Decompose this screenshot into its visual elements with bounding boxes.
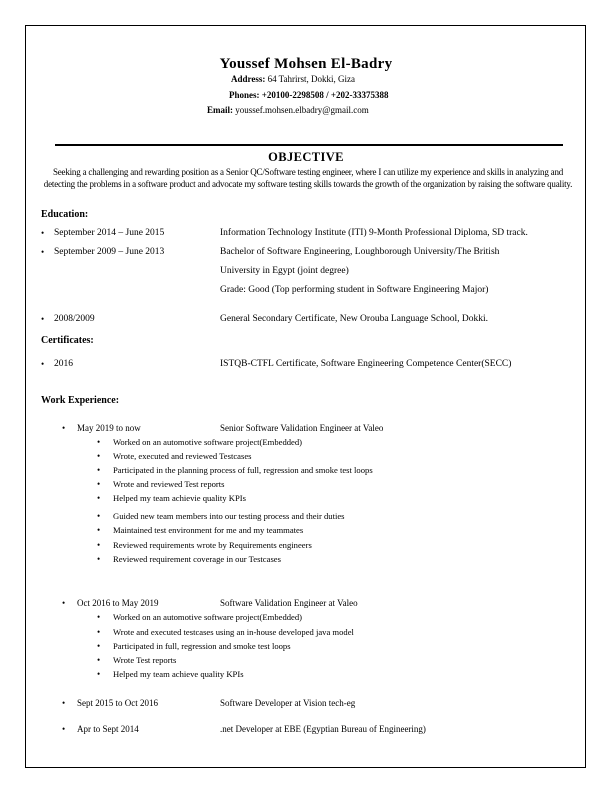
address-value: 64 Tahrirst, Dokki, Giza: [267, 74, 356, 84]
address-label: Address:: [231, 74, 266, 84]
education-detail: Bachelor of Software Engineering, Loughborough University/The British: [220, 247, 500, 257]
objective-text: Seeking a challenging and rewarding position as a Senior QC/Software testing engineer, where I can utilize my experience and skills in analyzing and detecting the problems in a software product and advocate my software testing skills towards the growth of the organization by raising the software quality.: [43, 167, 573, 190]
job-duty: Helped my team achieve quality KPIs: [113, 669, 244, 679]
job-date: May 2019 to now: [77, 423, 141, 433]
phones-value: +20100-2298508 / +202-33375388: [261, 90, 389, 100]
bullet-icon: •: [97, 612, 101, 622]
job-duty: Participated in full, regression and smoke test loops: [113, 641, 291, 651]
bullet-icon: •: [62, 698, 66, 708]
header-divider: [55, 144, 563, 146]
education-date: 2008/2009: [54, 314, 95, 324]
candidate-name: Youssef Mohsen El-Badry: [219, 56, 393, 72]
bullet-icon: •: [97, 479, 101, 489]
job-duty: Wrote, executed and reviewed Testcases: [113, 451, 252, 461]
bullet-icon: •: [97, 554, 101, 564]
education-title: Education:: [41, 209, 89, 220]
education-detail: Grade: Good (Top performing student in Software Engineering Major): [220, 285, 489, 295]
education-date: September 2009 – June 2013: [54, 247, 165, 257]
bullet-icon: •: [97, 669, 101, 679]
job-date: Apr to Sept 2014: [77, 724, 139, 734]
job-duty: Participated in the planning process of full, regression and smoke test loops: [113, 465, 373, 475]
job-date: Sept 2015 to Oct 2016: [77, 698, 158, 708]
bullet-icon: •: [97, 540, 101, 550]
bullet-icon: •: [97, 655, 101, 665]
address-line: [231, 74, 355, 84]
bullet-icon: •: [62, 423, 66, 433]
job-duty: Wrote and reviewed Test reports: [113, 479, 225, 489]
work-title: Work Experience:: [41, 395, 120, 406]
job-duty: Wrote and executed testcases using an in-house developed java model: [113, 627, 354, 637]
bullet-icon: •: [97, 627, 101, 637]
email-line: [207, 105, 369, 115]
job-duty: Helped my team achievie quality KPIs: [113, 493, 246, 503]
phones-label: Phones:: [229, 90, 260, 100]
bullet-icon: •: [97, 451, 101, 461]
bullet-icon: •: [62, 598, 66, 608]
job-date: Oct 2016 to May 2019: [77, 598, 159, 608]
job-duty: Maintained test environment for me and my teammates: [113, 525, 304, 535]
job-role: Senior Software Validation Engineer at Valeo: [220, 423, 384, 433]
job-duty: Guided new team members into our testing process and their duties: [113, 511, 345, 521]
email-label: Email:: [207, 105, 233, 115]
education-date: September 2014 – June 2015: [54, 228, 165, 238]
bullet-icon: •: [41, 247, 45, 257]
education-detail: Information Technology Institute (ITI) 9-Month Professional Diploma, SD track.: [220, 228, 528, 238]
bullet-icon: •: [41, 228, 45, 238]
job-duty: Reviewed requirements wrote by Requirements engineers: [113, 540, 312, 550]
bullet-icon: •: [62, 724, 66, 734]
certificate-detail: ISTQB-CTFL Certificate, Software Engineering Competence Center(SECC): [220, 359, 512, 369]
job-duty: Wrote Test reports: [113, 655, 177, 665]
job-role: Software Developer at Vision tech-eg: [220, 698, 356, 708]
education-detail: General Secondary Certificate, New Orouba Language School, Dokki.: [220, 314, 489, 324]
bullet-icon: •: [97, 641, 101, 651]
bullet-icon: •: [97, 465, 101, 475]
job-duty: Worked on an automotive software project(Embedded): [113, 437, 303, 447]
objective-title: OBJECTIVE: [268, 150, 344, 164]
job-role: .net Developer at EBE (Egyptian Bureau of Engineering): [220, 724, 426, 734]
bullet-icon: •: [41, 314, 45, 324]
email-value[interactable]: youssef.mohsen.elbadry@gmail.com: [235, 105, 369, 115]
education-detail: University in Egypt (joint degree): [220, 266, 349, 276]
bullet-icon: •: [97, 511, 101, 521]
phones-line: [229, 90, 389, 100]
certificate-date: 2016: [54, 359, 73, 369]
bullet-icon: •: [97, 493, 101, 503]
job-role: Software Validation Engineer at Valeo: [220, 598, 358, 608]
bullet-icon: •: [41, 359, 45, 369]
certificates-title: Certificates:: [41, 335, 94, 346]
job-duty: Reviewed requirement coverage in our Testcases: [113, 554, 281, 564]
bullet-icon: •: [97, 437, 101, 447]
job-duty: Worked on an automotive software project(Embedded): [113, 612, 303, 622]
bullet-icon: •: [97, 525, 101, 535]
